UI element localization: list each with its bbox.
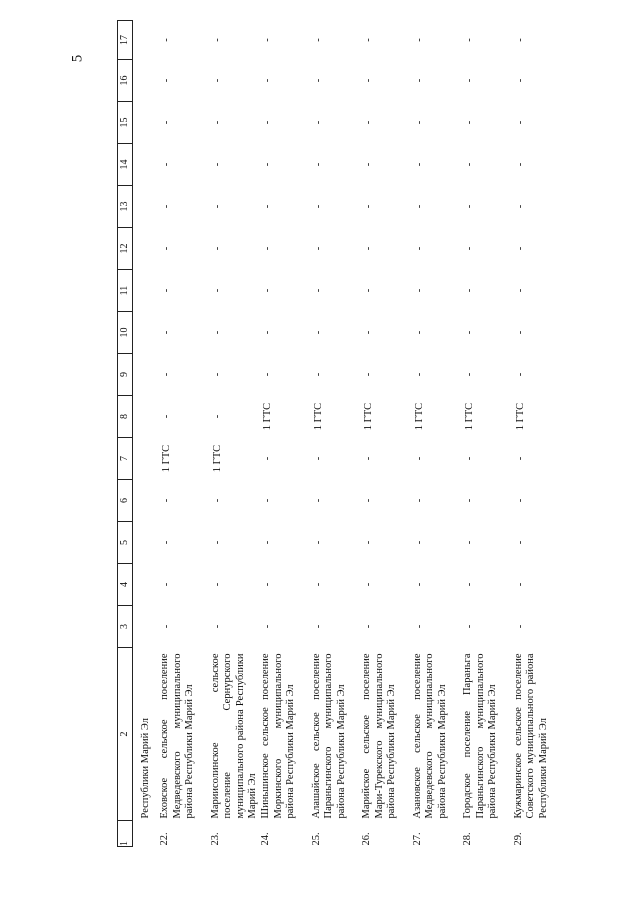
value-cell: -	[413, 498, 425, 503]
region-label: Республики Марий Эл	[139, 718, 151, 819]
empty-cell	[133, 186, 160, 228]
value-cell: -	[312, 372, 324, 377]
value-cell: -	[211, 372, 223, 377]
value-cell: -	[161, 498, 172, 503]
value-cell: -	[262, 456, 273, 461]
value-cell: -	[262, 120, 273, 125]
empty-cell	[133, 354, 160, 396]
value-cell: -	[161, 582, 172, 587]
value-cell: -	[514, 162, 526, 167]
value-cell: -	[312, 582, 324, 587]
row-number: 27.	[411, 832, 423, 846]
value-cell: -	[413, 456, 425, 461]
value-cell: -	[413, 330, 425, 335]
empty-cell	[133, 270, 160, 312]
value-cell: -	[464, 330, 475, 335]
empty-cell	[133, 60, 160, 102]
settlement-name: Шиньшинское сельское поселение Моркинского муниципального района Республики Марий Эл	[260, 653, 296, 819]
column-header: 5	[118, 522, 133, 564]
value-cell: -	[211, 330, 223, 335]
row-number: 23.	[209, 832, 221, 846]
value-cell: -	[211, 582, 223, 587]
value-cell: -	[161, 78, 172, 83]
value-cell: -	[161, 204, 172, 209]
value-cell: -	[514, 372, 526, 377]
column-header: 16	[118, 60, 133, 102]
value-cell: -	[312, 540, 324, 545]
value-cell: -	[514, 38, 526, 42]
value-cell: -	[262, 288, 273, 293]
column-header: 13	[118, 186, 133, 228]
value-cell: -	[464, 582, 475, 587]
value-cell: 1 ГТС	[211, 444, 223, 473]
value-cell: -	[413, 624, 425, 629]
value-cell: -	[262, 330, 273, 335]
value-cell: -	[363, 204, 374, 209]
value-cell: -	[363, 624, 374, 629]
table-row	[210, 21, 261, 847]
empty-cell	[133, 102, 160, 144]
table-row	[412, 21, 463, 847]
column-header: 2	[118, 648, 133, 821]
empty-cell	[133, 821, 160, 847]
value-cell: -	[211, 414, 223, 419]
table-row	[361, 21, 412, 847]
value-cell: -	[464, 498, 475, 503]
value-cell: -	[161, 540, 172, 545]
table-row	[513, 21, 564, 847]
value-cell: -	[413, 120, 425, 125]
row-number: 22.	[159, 832, 170, 846]
value-cell: -	[464, 372, 475, 377]
value-cell: -	[413, 582, 425, 587]
value-cell: -	[363, 372, 374, 377]
value-cell: -	[363, 330, 374, 335]
value-cell: -	[363, 120, 374, 125]
value-cell: -	[211, 204, 223, 209]
empty-cell	[133, 312, 160, 354]
value-cell: -	[262, 204, 273, 209]
value-cell: -	[262, 162, 273, 167]
column-header: 1	[118, 821, 133, 847]
column-header: 14	[118, 144, 133, 186]
column-header: 17	[118, 21, 133, 60]
value-cell: -	[514, 330, 526, 335]
data-table	[117, 20, 563, 847]
value-cell: -	[514, 120, 526, 125]
value-cell: -	[413, 78, 425, 83]
value-cell: -	[514, 624, 526, 629]
value-cell: -	[464, 288, 475, 293]
row-number: 24.	[260, 832, 271, 846]
value-cell: -	[514, 204, 526, 209]
value-cell: -	[514, 456, 526, 461]
value-cell: -	[312, 204, 324, 209]
value-cell: -	[211, 38, 223, 42]
value-cell: -	[514, 540, 526, 545]
empty-cell	[133, 564, 160, 606]
region-row	[133, 21, 160, 847]
value-cell: -	[413, 38, 425, 42]
value-cell: -	[464, 78, 475, 83]
value-cell: -	[312, 120, 324, 125]
column-header: 8	[118, 396, 133, 438]
value-cell: -	[262, 582, 273, 587]
value-cell: -	[161, 38, 172, 42]
value-cell: -	[514, 582, 526, 587]
value-cell: -	[413, 162, 425, 167]
value-cell: -	[464, 38, 475, 42]
value-cell: -	[161, 288, 172, 293]
value-cell: -	[211, 78, 223, 83]
column-header: 4	[118, 564, 133, 606]
column-header: 6	[118, 480, 133, 522]
value-cell: 1 ГТС	[363, 402, 374, 431]
value-cell: -	[262, 38, 273, 42]
value-cell: 1 ГТС	[464, 402, 475, 431]
empty-cell	[133, 21, 160, 60]
value-cell: -	[464, 204, 475, 209]
value-cell: -	[312, 246, 324, 251]
value-cell: -	[211, 288, 223, 293]
value-cell: -	[161, 330, 172, 335]
value-cell: -	[363, 162, 374, 167]
column-header: 7	[118, 438, 133, 480]
empty-cell	[133, 144, 160, 186]
value-cell: -	[363, 246, 374, 251]
table-header-row	[118, 21, 133, 847]
value-cell: -	[413, 246, 425, 251]
value-cell: -	[161, 246, 172, 251]
settlement-name: Кужмаринское сельское поселение Советского муниципального района Республики Марий Эл	[512, 653, 549, 819]
value-cell: -	[161, 120, 172, 125]
table-row	[159, 21, 210, 847]
settlement-name: Городское поселение Параньга Параньгинского муниципального района Республики Марий Эл	[462, 653, 498, 819]
value-cell: -	[161, 414, 172, 419]
value-cell: -	[312, 330, 324, 335]
column-header: 9	[118, 354, 133, 396]
value-cell: -	[312, 78, 324, 83]
value-cell: -	[161, 372, 172, 377]
empty-cell	[133, 396, 160, 438]
value-cell: -	[312, 38, 324, 42]
value-cell: 1 ГТС	[312, 402, 324, 431]
value-cell: -	[363, 582, 374, 587]
table-row	[260, 21, 311, 847]
value-cell: -	[363, 540, 374, 545]
empty-cell	[133, 438, 160, 480]
value-cell: 1 ГТС	[262, 402, 273, 431]
value-cell: -	[262, 498, 273, 503]
value-cell: -	[413, 288, 425, 293]
settlement-name: Мариисолинское сельское поселение Сернурского муниципального района Республики Марий Эл	[209, 653, 258, 819]
value-cell: 1 ГТС	[413, 402, 425, 431]
value-cell: 1 ГТС	[161, 444, 172, 473]
empty-cell	[133, 228, 160, 270]
table-row	[462, 21, 513, 847]
value-cell: -	[211, 540, 223, 545]
value-cell: -	[161, 624, 172, 629]
settlement-name: Алашайское сельское поселение Параньгинского муниципального района Республики Марий Эл	[310, 653, 347, 819]
settlement-name: Азановское сельское поселение Медведевского муниципального района Республики Марий Эл	[411, 653, 448, 819]
value-cell: -	[514, 498, 526, 503]
value-cell: -	[363, 78, 374, 83]
value-cell: -	[312, 288, 324, 293]
value-cell: -	[161, 162, 172, 167]
value-cell: -	[413, 204, 425, 209]
value-cell: -	[312, 624, 324, 629]
value-cell: -	[211, 246, 223, 251]
value-cell: -	[464, 246, 475, 251]
value-cell: -	[363, 288, 374, 293]
empty-cell	[133, 606, 160, 648]
value-cell: -	[262, 540, 273, 545]
row-number: 28.	[462, 832, 473, 846]
column-header: 12	[118, 228, 133, 270]
value-cell: -	[312, 498, 324, 503]
column-header: 15	[118, 102, 133, 144]
row-number: 29.	[512, 832, 524, 846]
value-cell: -	[464, 120, 475, 125]
value-cell: -	[211, 498, 223, 503]
value-cell: -	[211, 120, 223, 125]
empty-cell	[133, 480, 160, 522]
value-cell: -	[262, 246, 273, 251]
value-cell: -	[413, 540, 425, 545]
value-cell: -	[514, 78, 526, 83]
column-header: 3	[118, 606, 133, 648]
value-cell: -	[464, 162, 475, 167]
column-header: 11	[118, 270, 133, 312]
empty-cell	[133, 522, 160, 564]
value-cell: -	[464, 624, 475, 629]
row-number: 25.	[310, 832, 322, 846]
value-cell: -	[464, 456, 475, 461]
value-cell: -	[464, 540, 475, 545]
value-cell: -	[514, 246, 526, 251]
value-cell: -	[211, 624, 223, 629]
value-cell: -	[413, 372, 425, 377]
value-cell: -	[363, 456, 374, 461]
page-number: 5	[69, 54, 86, 63]
value-cell: -	[312, 456, 324, 461]
value-cell: -	[262, 624, 273, 629]
table-row	[311, 21, 362, 847]
value-cell: -	[211, 162, 223, 167]
column-header: 10	[118, 312, 133, 354]
value-cell: -	[514, 288, 526, 293]
value-cell: -	[363, 498, 374, 503]
settlement-name: Еховское сельское поселение Медведевского муниципального района Республики Марий Эл	[159, 653, 195, 819]
settlement-name: Марийское сельское поселение Мари-Турекского муниципального района Республики Марий Эл	[361, 653, 397, 819]
value-cell: -	[262, 372, 273, 377]
value-cell: 1 ГТС	[514, 402, 526, 431]
value-cell: -	[262, 78, 273, 83]
row-number: 26.	[361, 832, 372, 846]
rotated-page-content	[117, 35, 549, 847]
value-cell: -	[312, 162, 324, 167]
value-cell: -	[363, 38, 374, 42]
